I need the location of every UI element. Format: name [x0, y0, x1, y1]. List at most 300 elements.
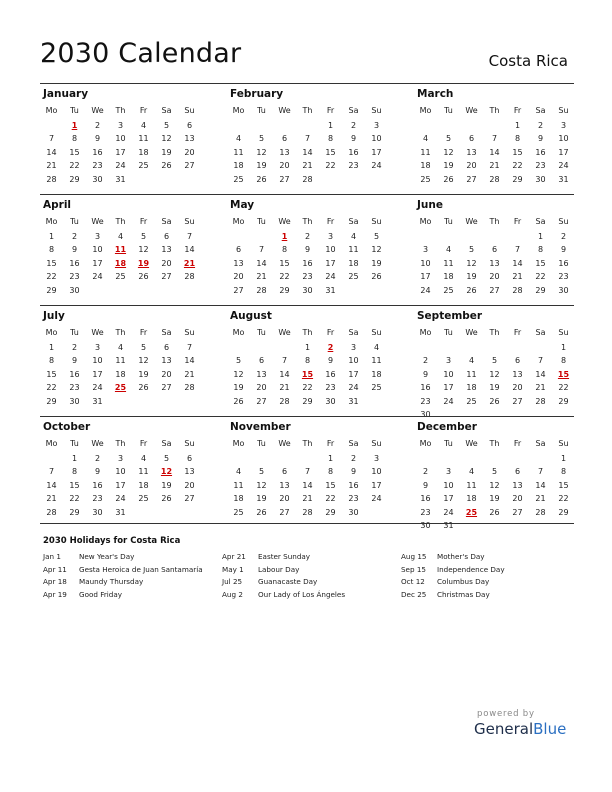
day-cell: 22 — [69, 494, 80, 504]
day-cell: 11 — [443, 258, 454, 268]
day-cell: 25 — [138, 494, 149, 504]
day-cell: 17 — [92, 369, 103, 379]
day-cell: 26 — [161, 494, 172, 504]
day-cell: 28 — [302, 507, 313, 517]
day-cell: 9 — [422, 369, 429, 379]
holiday-day: 2 — [327, 343, 334, 352]
day-cell: 3 — [94, 343, 101, 352]
day-cell: 13 — [466, 147, 477, 157]
day-cell: 16 — [69, 258, 80, 268]
day-cell: 5 — [491, 467, 498, 477]
day-cell: 9 — [560, 245, 567, 255]
day-cell: 11 — [138, 134, 149, 144]
holiday-day: 1 — [71, 121, 78, 130]
day-cell: 13 — [184, 467, 195, 477]
weekday-label: We — [278, 439, 291, 448]
day-cell: 25 — [466, 396, 477, 406]
day-cell: 10 — [420, 258, 431, 268]
day-cell: 20 — [184, 480, 195, 490]
day-cell: 31 — [325, 285, 336, 295]
weekday-label: Tu — [70, 439, 79, 448]
day-cell: 2 — [71, 232, 78, 241]
day-cell: 21 — [535, 383, 546, 393]
day-cell: 11 — [371, 356, 382, 366]
day-cell: 11 — [233, 147, 244, 157]
weekday-label: We — [278, 217, 291, 226]
day-cell: 2 — [422, 467, 429, 477]
weekday-label: Tu — [257, 439, 266, 448]
day-cell: 4 — [422, 134, 429, 144]
day-cell: 17 — [348, 369, 359, 379]
day-cell: 16 — [535, 147, 546, 157]
calendar-grid — [40, 83, 574, 530]
day-cell: 9 — [422, 480, 429, 490]
day-cell: 27 — [279, 507, 290, 517]
day-cell: 30 — [69, 396, 80, 406]
weekday-label: Fr — [326, 217, 335, 226]
weekday-label: Fr — [139, 106, 148, 115]
weekday-label: Sa — [161, 328, 172, 337]
day-cell: 28 — [512, 285, 523, 295]
day-cell: 19 — [256, 494, 267, 504]
day-cell: 4 — [235, 467, 242, 477]
day-cell: 23 — [92, 161, 103, 171]
day-cell: 7 — [281, 356, 288, 366]
holiday-name: Guanacaste Day — [258, 577, 318, 586]
weekday-label: Fr — [139, 217, 148, 226]
day-cell: 13 — [512, 480, 523, 490]
day-cell: 9 — [537, 134, 544, 144]
month-name: May — [230, 199, 255, 211]
day-cell: 23 — [558, 272, 569, 282]
day-cell: 13 — [279, 147, 290, 157]
day-cell: 28 — [489, 174, 500, 184]
day-cell: 30 — [420, 410, 431, 419]
month-august — [227, 306, 389, 416]
holiday-name: Columbus Day — [437, 577, 490, 586]
day-cell: 13 — [279, 480, 290, 490]
day-cell: 5 — [468, 245, 475, 255]
day-cell: 3 — [373, 121, 380, 130]
day-cell: 6 — [281, 467, 288, 477]
day-cell: 31 — [115, 174, 126, 184]
day-cell: 20 — [233, 272, 244, 282]
brand-logo[interactable] — [474, 720, 566, 738]
weekday-label: Sa — [161, 217, 172, 226]
day-cell: 26 — [489, 396, 500, 406]
holiday-date: Apr 18 — [43, 577, 67, 586]
day-cell: 27 — [184, 494, 195, 504]
day-cell: 24 — [558, 161, 569, 171]
day-cell: 17 — [443, 494, 454, 504]
day-cell: 1 — [560, 454, 567, 463]
day-cell: 8 — [327, 467, 334, 477]
day-cell: 30 — [558, 285, 569, 295]
calendar-bottom-rule — [40, 523, 574, 524]
day-cell: 13 — [161, 356, 172, 366]
day-cell: 22 — [535, 272, 546, 282]
weekday-label: Fr — [326, 328, 335, 337]
day-cell: 15 — [279, 258, 290, 268]
day-cell: 8 — [327, 134, 334, 144]
weekday-label: Fr — [326, 439, 335, 448]
day-cell: 28 — [46, 507, 57, 517]
day-cell: 28 — [184, 383, 195, 393]
day-cell: 29 — [558, 507, 569, 517]
weekday-label: Mo — [232, 439, 245, 448]
weekday-label: Sa — [535, 106, 546, 115]
holiday-name: Independence Day — [437, 564, 505, 574]
day-cell: 29 — [302, 396, 313, 406]
holiday-day: 19 — [137, 258, 150, 268]
month-name: June — [417, 199, 443, 211]
day-cell: 22 — [512, 161, 523, 171]
day-cell: 19 — [489, 494, 500, 504]
holiday-date: Jul 25 — [222, 577, 243, 586]
day-cell: 19 — [489, 383, 500, 393]
holiday-name: Maundy Thursday — [79, 577, 144, 586]
day-cell: 12 — [371, 245, 382, 255]
day-cell: 5 — [163, 121, 170, 130]
month-may — [227, 195, 389, 305]
day-cell: 19 — [161, 147, 172, 157]
day-cell: 29 — [46, 396, 57, 406]
day-cell: 28 — [535, 396, 546, 406]
day-cell: 12 — [489, 369, 500, 379]
day-cell: 18 — [466, 494, 477, 504]
weekday-label: We — [465, 217, 478, 226]
day-cell: 10 — [115, 467, 126, 477]
day-cell: 14 — [46, 147, 57, 157]
weekday-label: Tu — [444, 439, 453, 448]
day-cell: 23 — [92, 494, 103, 504]
day-cell: 6 — [468, 134, 475, 144]
day-cell: 30 — [535, 174, 546, 184]
day-cell: 4 — [140, 121, 147, 130]
day-cell: 7 — [186, 232, 193, 241]
day-cell: 14 — [302, 147, 313, 157]
calendar-row — [40, 305, 574, 419]
day-cell: 24 — [92, 272, 103, 282]
day-cell: 18 — [420, 161, 431, 171]
day-cell: 7 — [514, 245, 521, 255]
day-cell: 3 — [350, 343, 357, 352]
holiday-name: Labour Day — [258, 564, 300, 574]
day-cell: 30 — [302, 285, 313, 295]
day-cell: 7 — [537, 356, 544, 366]
day-cell: 13 — [233, 258, 244, 268]
day-cell: 3 — [94, 232, 101, 241]
day-cell: 12 — [256, 480, 267, 490]
day-cell: 2 — [71, 343, 78, 352]
day-cell: 21 — [535, 494, 546, 504]
holiday-name: New Year's Day — [79, 552, 135, 561]
day-cell: 24 — [420, 285, 431, 295]
day-cell: 3 — [445, 467, 452, 477]
day-cell: 11 — [348, 245, 359, 255]
day-cell: 25 — [348, 272, 359, 282]
day-cell: 22 — [325, 161, 336, 171]
country-name: Costa Rica — [488, 52, 568, 70]
day-cell: 4 — [140, 454, 147, 463]
day-cell: 26 — [138, 272, 149, 282]
day-cell: 4 — [445, 245, 452, 255]
day-cell: 4 — [350, 232, 357, 241]
day-cell: 26 — [256, 174, 267, 184]
day-cell: 5 — [140, 232, 147, 241]
weekday-label: Tu — [70, 217, 79, 226]
weekday-label: We — [465, 106, 478, 115]
holiday-name: Gesta Heroica de Juan Santamaría — [79, 564, 203, 574]
day-cell: 11 — [115, 356, 126, 366]
day-cell: 7 — [537, 467, 544, 477]
day-cell: 25 — [233, 174, 244, 184]
day-cell: 19 — [371, 258, 382, 268]
day-cell: 28 — [184, 272, 195, 282]
day-cell: 2 — [560, 232, 567, 241]
day-cell: 12 — [161, 134, 172, 144]
day-cell: 15 — [325, 147, 336, 157]
day-cell: 19 — [443, 161, 454, 171]
day-cell: 23 — [302, 272, 313, 282]
weekday-label: Mo — [419, 439, 432, 448]
month-name: April — [43, 199, 72, 211]
day-cell: 27 — [489, 285, 500, 295]
day-cell: 13 — [489, 258, 500, 268]
day-cell: 21 — [302, 494, 313, 504]
weekday-label: We — [91, 439, 104, 448]
weekday-label: Th — [489, 106, 500, 115]
day-cell: 29 — [69, 507, 80, 517]
holiday-date: Aug 15 — [401, 552, 427, 561]
day-cell: 18 — [348, 258, 359, 268]
day-cell: 4 — [235, 134, 242, 144]
month-name: March — [417, 88, 454, 100]
day-cell: 11 — [466, 480, 477, 490]
day-cell: 6 — [514, 467, 521, 477]
weekday-label: Sa — [161, 106, 172, 115]
day-cell: 17 — [115, 480, 126, 490]
weekday-label: Sa — [161, 439, 172, 448]
holiday-date: Apr 19 — [43, 589, 67, 599]
day-cell: 15 — [69, 480, 80, 490]
day-cell: 13 — [512, 369, 523, 379]
day-cell: 29 — [558, 396, 569, 406]
day-cell: 28 — [535, 507, 546, 517]
day-cell: 17 — [558, 147, 569, 157]
day-cell: 7 — [258, 245, 265, 255]
day-cell: 11 — [420, 147, 431, 157]
weekday-label: We — [91, 328, 104, 337]
weekday-label: Fr — [513, 328, 522, 337]
day-cell: 17 — [325, 258, 336, 268]
day-cell: 7 — [48, 134, 55, 144]
holiday-day: 12 — [160, 467, 173, 477]
day-cell: 11 — [138, 467, 149, 477]
holiday-date: Jan 1 — [43, 552, 61, 561]
day-cell: 9 — [94, 467, 101, 477]
day-cell: 15 — [512, 147, 523, 157]
day-cell: 5 — [491, 356, 498, 366]
day-cell: 12 — [233, 369, 244, 379]
day-cell: 25 — [115, 272, 126, 282]
day-cell: 16 — [420, 383, 431, 393]
weekday-label: Fr — [513, 439, 522, 448]
day-cell: 5 — [258, 134, 265, 144]
day-cell: 18 — [371, 369, 382, 379]
day-cell: 26 — [161, 161, 172, 171]
weekday-label: Th — [115, 106, 126, 115]
day-cell: 20 — [256, 383, 267, 393]
weekday-label: Th — [489, 439, 500, 448]
weekday-label: We — [91, 217, 104, 226]
day-cell: 30 — [325, 396, 336, 406]
day-cell: 20 — [161, 369, 172, 379]
holiday-day: 21 — [183, 258, 196, 268]
day-cell: 14 — [535, 480, 546, 490]
day-cell: 23 — [420, 396, 431, 406]
day-cell: 13 — [184, 134, 195, 144]
month-december — [414, 417, 576, 530]
day-cell: 15 — [46, 369, 57, 379]
day-cell: 16 — [92, 480, 103, 490]
day-cell: 6 — [514, 356, 521, 366]
day-cell: 5 — [140, 343, 147, 352]
day-cell: 25 — [138, 161, 149, 171]
day-cell: 4 — [117, 232, 124, 241]
day-cell: 20 — [279, 494, 290, 504]
day-cell: 1 — [327, 121, 334, 130]
day-cell: 22 — [558, 494, 569, 504]
weekday-label: Su — [558, 106, 569, 115]
powered-by-label: powered by — [477, 709, 535, 719]
day-cell: 6 — [163, 232, 170, 241]
weekday-label: Su — [371, 439, 382, 448]
day-cell: 2 — [422, 356, 429, 366]
day-cell: 8 — [537, 245, 544, 255]
day-cell: 9 — [327, 356, 334, 366]
day-cell: 12 — [138, 245, 149, 255]
day-cell: 24 — [348, 383, 359, 393]
holiday-date: Apr 21 — [222, 552, 246, 561]
day-cell: 18 — [138, 480, 149, 490]
day-cell: 10 — [443, 480, 454, 490]
day-cell: 16 — [420, 494, 431, 504]
day-cell: 26 — [233, 396, 244, 406]
day-cell: 10 — [558, 134, 569, 144]
day-cell: 9 — [304, 245, 311, 255]
day-cell: 5 — [445, 134, 452, 144]
holiday-day: 25 — [114, 383, 127, 393]
day-cell: 21 — [512, 272, 523, 282]
day-cell: 24 — [443, 507, 454, 517]
day-cell: 6 — [235, 245, 242, 255]
day-cell: 23 — [420, 507, 431, 517]
day-cell: 21 — [184, 369, 195, 379]
day-cell: 10 — [92, 245, 103, 255]
day-cell: 3 — [117, 121, 124, 130]
day-cell: 7 — [491, 134, 498, 144]
day-cell: 6 — [186, 454, 193, 463]
day-cell: 8 — [71, 467, 78, 477]
day-cell: 8 — [281, 245, 288, 255]
day-cell: 5 — [373, 232, 380, 241]
calendar-row — [40, 194, 574, 305]
day-cell: 30 — [92, 174, 103, 184]
holiday-date: May 1 — [222, 564, 244, 574]
weekday-label: Th — [489, 328, 500, 337]
month-name: December — [417, 421, 477, 433]
weekday-label: Th — [302, 439, 313, 448]
day-cell: 4 — [468, 467, 475, 477]
weekday-label: Th — [302, 106, 313, 115]
weekday-label: Mo — [232, 217, 245, 226]
day-cell: 8 — [304, 356, 311, 366]
day-cell: 26 — [256, 507, 267, 517]
day-cell: 29 — [325, 507, 336, 517]
day-cell: 9 — [350, 134, 357, 144]
weekday-label: Fr — [513, 106, 522, 115]
day-cell: 2 — [350, 454, 357, 463]
brand-general-text: General — [474, 720, 534, 738]
month-name: October — [43, 421, 91, 433]
day-cell: 18 — [233, 161, 244, 171]
day-cell: 16 — [92, 147, 103, 157]
holiday-day: 15 — [557, 369, 570, 379]
day-cell: 25 — [420, 174, 431, 184]
day-cell: 23 — [325, 383, 336, 393]
day-cell: 15 — [535, 258, 546, 268]
day-cell: 17 — [371, 147, 382, 157]
month-name: July — [43, 310, 65, 322]
day-cell: 14 — [489, 147, 500, 157]
day-cell: 14 — [279, 369, 290, 379]
day-cell: 6 — [491, 245, 498, 255]
day-cell: 18 — [233, 494, 244, 504]
day-cell: 11 — [466, 369, 477, 379]
day-cell: 19 — [233, 383, 244, 393]
month-july — [40, 306, 202, 416]
day-cell: 1 — [304, 343, 311, 352]
weekday-label: We — [465, 439, 478, 448]
day-cell: 15 — [46, 258, 57, 268]
day-cell: 20 — [466, 161, 477, 171]
weekday-label: Mo — [419, 106, 432, 115]
day-cell: 1 — [537, 232, 544, 241]
day-cell: 31 — [558, 174, 569, 184]
day-cell: 23 — [535, 161, 546, 171]
day-cell: 3 — [373, 454, 380, 463]
day-cell: 29 — [512, 174, 523, 184]
weekday-label: Tu — [257, 217, 266, 226]
day-cell: 22 — [46, 383, 57, 393]
day-cell: 30 — [420, 521, 431, 530]
day-cell: 23 — [69, 272, 80, 282]
day-cell: 8 — [48, 356, 55, 366]
weekday-label: Sa — [348, 439, 359, 448]
day-cell: 16 — [558, 258, 569, 268]
day-cell: 13 — [256, 369, 267, 379]
day-cell: 2 — [350, 121, 357, 130]
day-cell: 27 — [512, 507, 523, 517]
day-cell: 24 — [371, 161, 382, 171]
day-cell: 22 — [69, 161, 80, 171]
day-cell: 6 — [281, 134, 288, 144]
day-cell: 20 — [279, 161, 290, 171]
day-cell: 24 — [443, 396, 454, 406]
day-cell: 20 — [512, 383, 523, 393]
holiday-day: 15 — [301, 369, 314, 379]
